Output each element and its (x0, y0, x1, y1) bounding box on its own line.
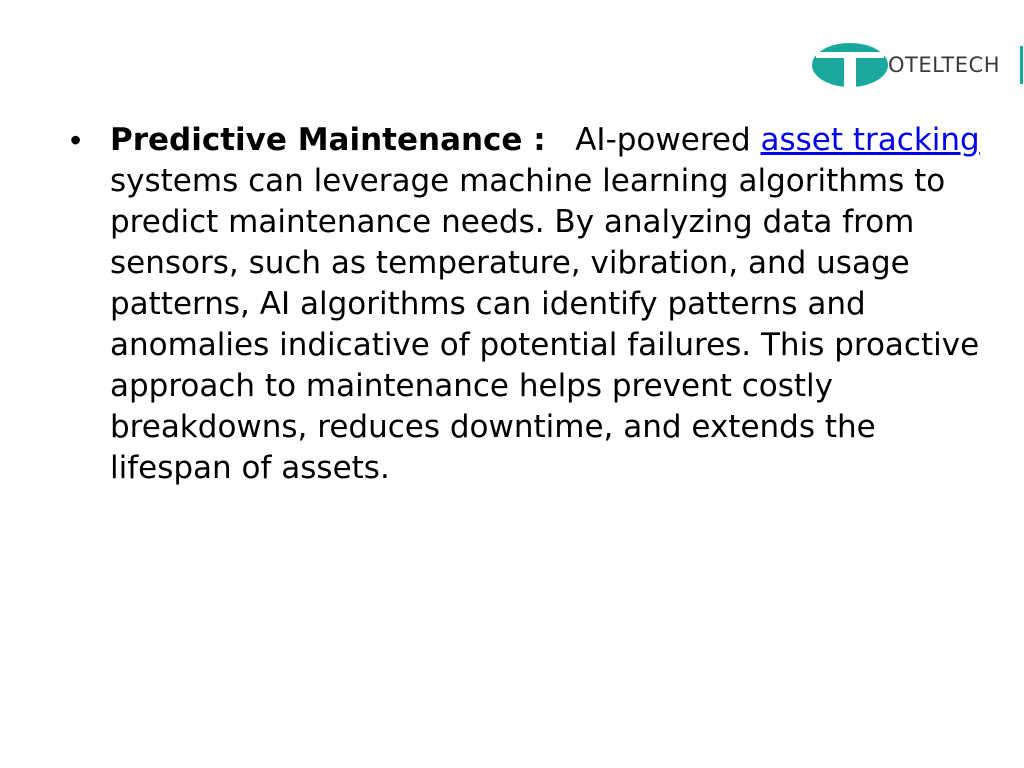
asset-tracking-link[interactable]: asset tracking (760, 122, 980, 158)
bullet-title: Predictive Maintenance : (110, 122, 546, 158)
bullet-paragraph (110, 120, 982, 489)
logo-wordmark: OTELTECH (888, 53, 1000, 77)
text-before-link: AI-powered (575, 122, 751, 158)
logo-t-icon (810, 40, 890, 90)
text-after-link: systems can leverage machine learning algorithms to predict maintenance needs. By analyzing data from sensors, such as temperature, vibration, and usage patterns, AI algorithms can identify patterns and anomalies indicative of potential failures. This proactive approach to maintenance helps prevent costly breakdowns, reduces downtime, and extends the lifespan of assets. (110, 163, 980, 486)
logo-edge-bar (1020, 46, 1023, 84)
bullet-icon: • (70, 122, 82, 158)
bullet-item (70, 120, 982, 489)
company-logo (808, 40, 1024, 90)
slide-content (70, 120, 982, 489)
